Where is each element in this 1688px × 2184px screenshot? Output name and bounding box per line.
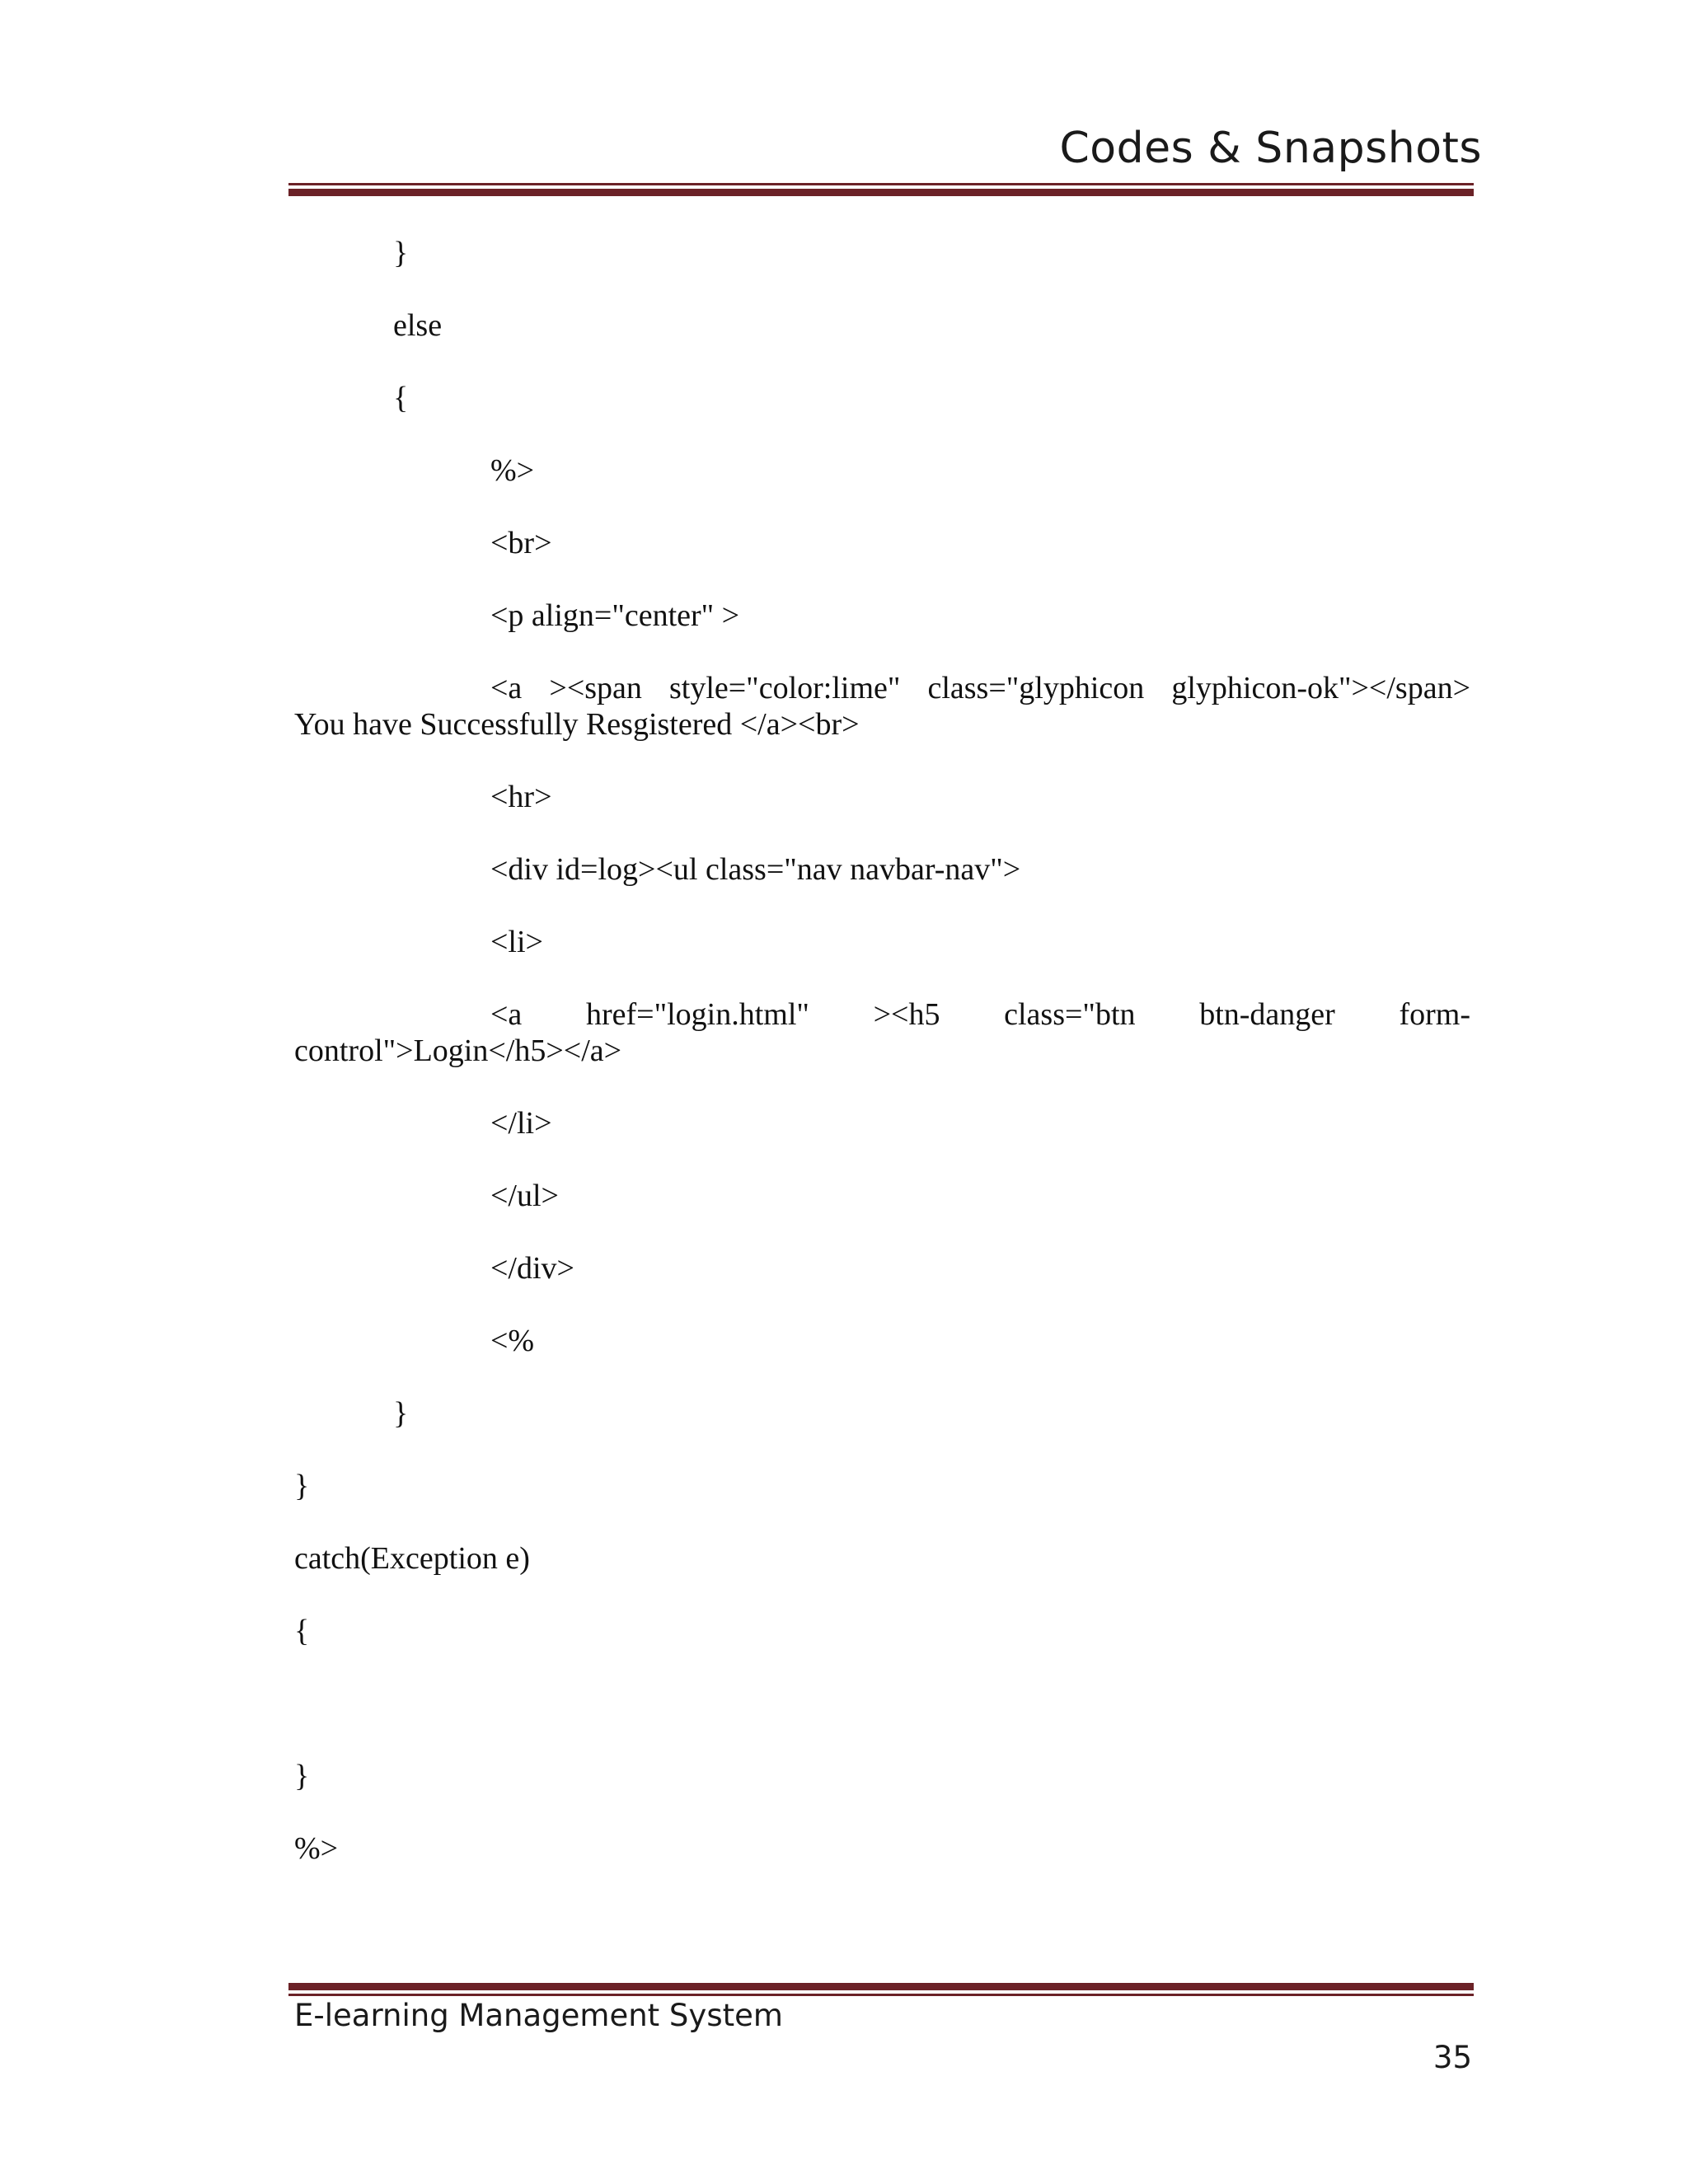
page-header-title: Codes & Snapshots — [1059, 124, 1482, 173]
code-line: <li> — [490, 925, 543, 959]
code-line: { — [393, 381, 409, 415]
code-line: <% — [490, 1324, 535, 1358]
code-line: } — [393, 236, 409, 270]
footer-title: E-learning Management System — [294, 1998, 783, 2033]
code-line: } — [294, 1469, 310, 1503]
blank-line — [294, 1685, 1470, 1758]
code-line: } — [393, 1396, 409, 1431]
code-line-continuation: control">Login</h5></a> — [294, 1033, 622, 1068]
code-line: %> — [294, 1831, 339, 1866]
code-line: { — [294, 1614, 310, 1648]
code-line-wrapped — [294, 670, 1470, 743]
code-line: <a href="login.html" ><h5 class="btn btn-danger form- — [490, 997, 1470, 1032]
code-line: <a ><span style="color:lime" class="glyphicon glyphicon-ok"></span> — [490, 671, 1470, 705]
code-line: <hr> — [490, 780, 552, 814]
code-line: </ul> — [490, 1179, 559, 1213]
code-line: %> — [490, 453, 535, 488]
header-rule — [288, 183, 1474, 196]
code-line: <br> — [490, 526, 552, 560]
code-line: <div id=log><ul class="nav navbar-nav"> — [490, 852, 1021, 887]
code-line: <p align="center" > — [490, 598, 740, 633]
code-line: </li> — [490, 1106, 552, 1141]
footer-rule — [288, 1983, 1474, 1996]
code-line: } — [294, 1759, 310, 1793]
code-line: </div> — [490, 1251, 574, 1286]
code-listing — [294, 235, 1470, 1903]
code-line-continuation: You have Successfully Resgistered </a><br> — [294, 707, 860, 742]
code-line: catch(Exception e) — [294, 1541, 530, 1576]
code-line: else — [393, 308, 443, 343]
code-line-wrapped — [294, 996, 1470, 1069]
page-number: 35 — [1432, 2040, 1472, 2075]
